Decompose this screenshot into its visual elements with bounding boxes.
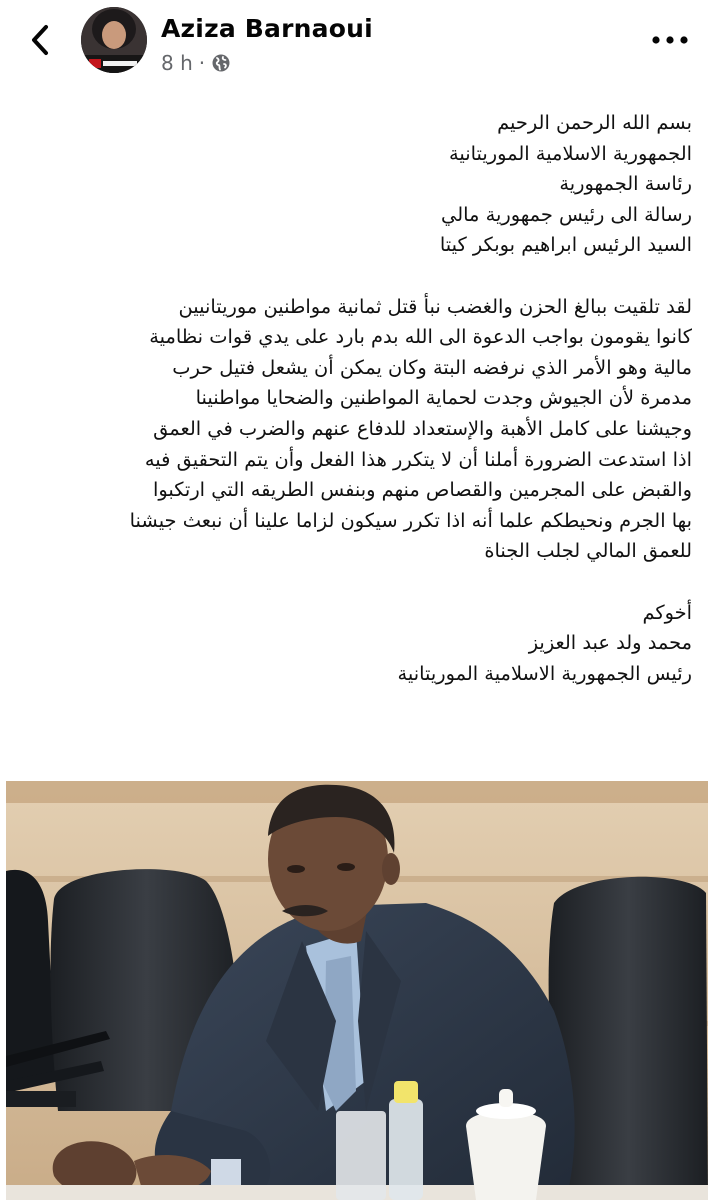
signature-line: أخوكم <box>642 600 692 624</box>
post-body-line: مدمرة لأن الجيوش وجدت لحماية المواطنين والضحايا مواطنينا <box>195 386 692 410</box>
chevron-left-icon <box>29 23 51 57</box>
avatar[interactable] <box>81 7 147 73</box>
more-options-button[interactable] <box>648 24 692 56</box>
meta-separator: · <box>198 51 206 75</box>
paragraph-gap <box>20 567 692 598</box>
post-photo[interactable] <box>6 781 708 1200</box>
post-heading-line: رئاسة الجمهورية <box>559 172 692 196</box>
back-button[interactable] <box>22 22 58 58</box>
post-meta <box>161 51 231 75</box>
more-horizontal-icon <box>650 35 690 45</box>
signature-line: محمد ولد عبد العزيز <box>528 631 692 655</box>
profile-photo <box>81 7 147 73</box>
post-body-line: وجيشنا على كامل الأهبة والإستعداد للدفاع عنهم والضرب في العمق <box>153 416 692 440</box>
post-body-line: اذا استدعت الضرورة أملنا أن لا يتكرر هذا الفعل وأن يتم التحقيق فيه <box>144 447 692 471</box>
post-body-line: كانوا يقومون بواجب الدعوة الى الله بدم بارد على يدي قوات نظامية <box>149 325 692 349</box>
post-heading-line: الجمهورية الاسلامية الموريتانية <box>448 141 692 165</box>
post-heading-line: السيد الرئيس ابراهيم بوبكر كيتا <box>439 233 692 257</box>
post-heading-line: بسم الله الرحمن الرحيم <box>497 111 692 134</box>
author-name[interactable]: Aziza Barnaoui <box>161 14 373 43</box>
signature-line: رئيس الجمهورية الاسلامية الموريتانية <box>397 661 692 685</box>
photo-illustration <box>6 781 708 1200</box>
post-body-line: مالية وهو الأمر الذي نرفضه البتة وكان يمكن أن يشعل فتيل حرب <box>172 355 692 379</box>
post-body-line: لقد تلقيت ببالغ الحزن والغضب نبأ قتل ثمانية مواطنين موريتانيين <box>178 294 692 318</box>
post-body-line: والقبض على المجرمين والقصاص منهم وبنفس الطريقه التي ارتكبوا <box>152 478 692 502</box>
post-body-line: للعمق المالي لجلب الجناة <box>484 539 692 563</box>
post-header <box>0 0 714 90</box>
post-body-line: بها الجرم ونحيطكم علما أنه اذا تكرر سيكون لزاما علينا أن نبعث جيشنا <box>129 508 692 532</box>
globe-icon <box>211 53 231 73</box>
paragraph-gap <box>20 261 692 292</box>
timestamp[interactable]: 8 h <box>161 51 193 75</box>
post-heading-line: رسالة الى رئيس جمهورية مالي <box>441 202 692 226</box>
post-text <box>20 108 692 689</box>
